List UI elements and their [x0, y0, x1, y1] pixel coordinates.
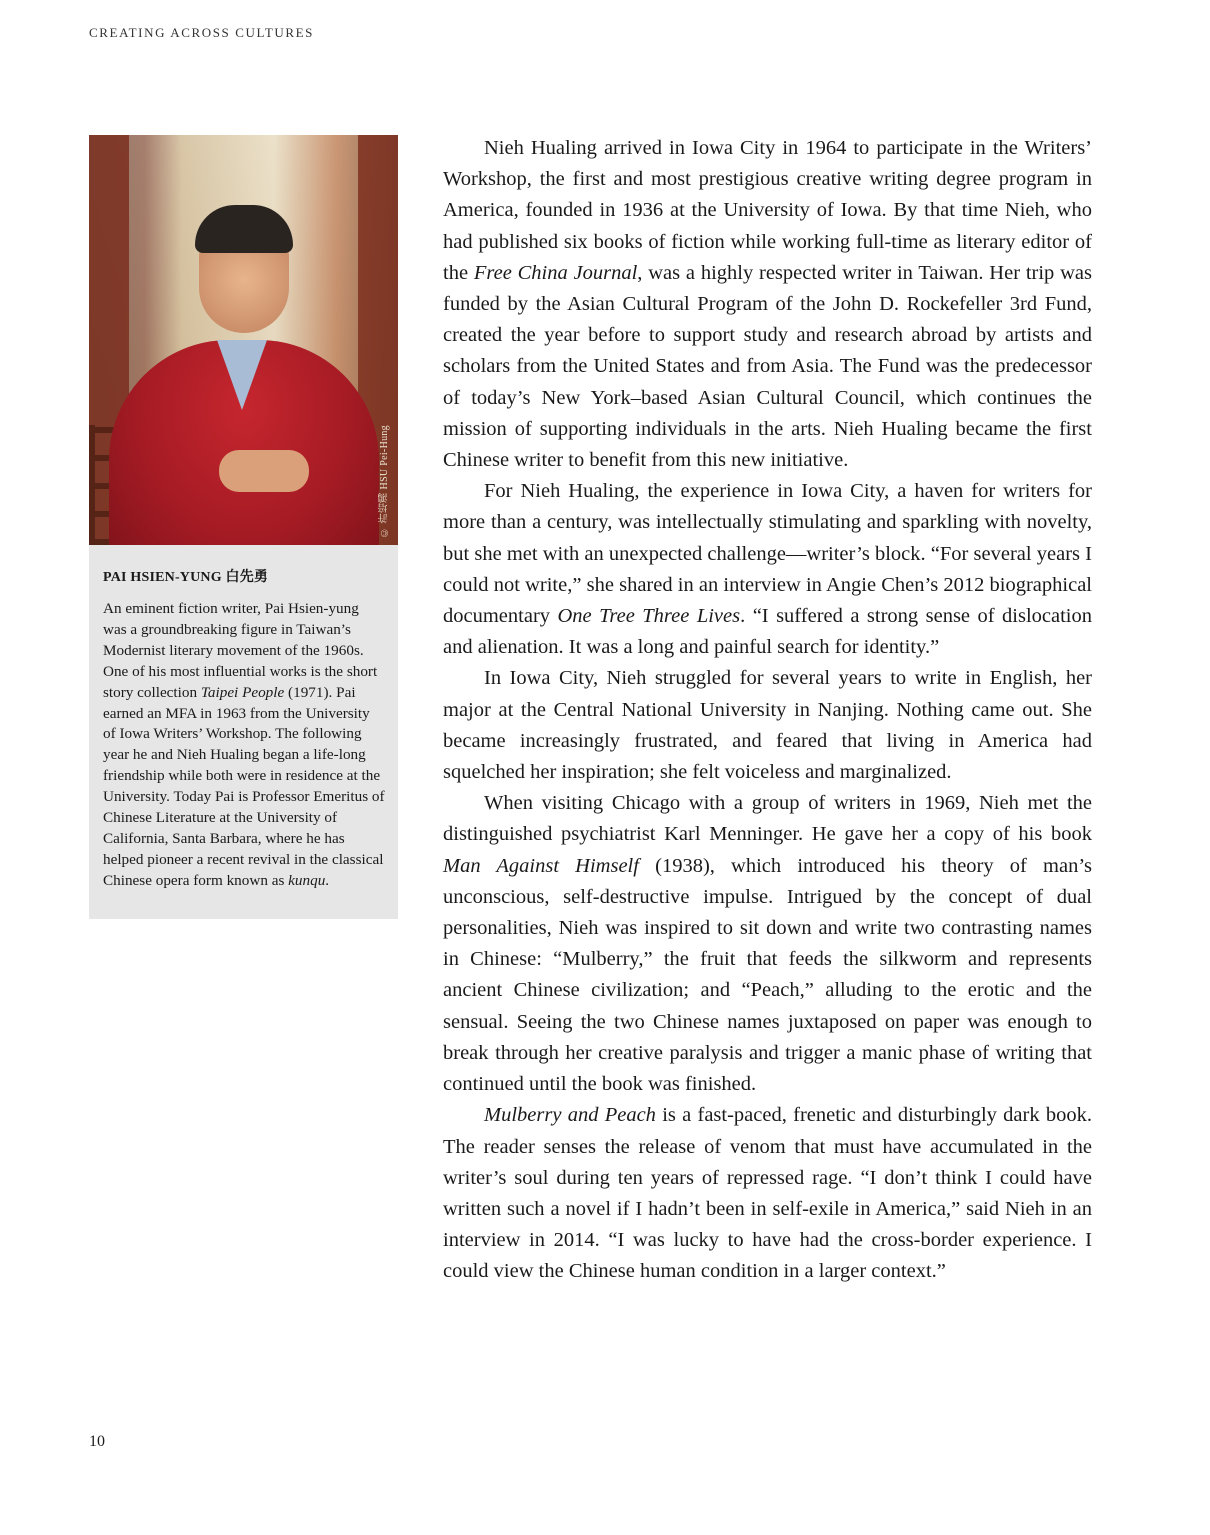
paragraph-text: . “I suffered a strong sense of dislocation and alienation. It was a long and painful search for identity.” [443, 605, 1093, 659]
paragraph-text: , was a highly respected writer in Taiwan. Her trip was funded by the Asian Cultural Program of the John D. Rockefeller 3rd Fund, created the year before to support study and research abroad by artists and scholars from the United States and from Asia. The Fund was the predecessor of today’s New York–based Asian Cultural Council, which continues the mission of supporting individuals in the arts. Nieh Hualing became the first Chinese writer to benefit from this new initiative. [443, 261, 1092, 472]
paragraph-1 [443, 133, 1092, 476]
caption-book-title: Taipei People [200, 683, 285, 701]
paragraph-text: (1938), which introduced his theory of man’s unconscious, self-destructive impulse. Intrigued by the concept of dual personalities, Nieh was inspired to sit down and write two contrasting names in Chinese: “Mulberry,” the fruit that feeds the silkworm and represents ancient Chinese civilization; and “Peach,” alluding to the erotic and the sensual. Seeing the two Chinese names juxtaposed on paper was enough to break through her creative paralysis and trigger a manic phase of writing that continued until the book was finished. [443, 854, 1092, 1096]
paragraph-text: is a fast-paced, frenetic and disturbingly dark book. The reader senses the release of venom that must have accumulated in the writer’s soul during ten years of repressed rage. “I don’t think I could have written such a novel if I hadn’t been in self-exile in America,” said Nieh in an interview in 2014. “I was lucky to have had the cross-border experience. I could view the Chinese human condition in a larger context.” [443, 1104, 1092, 1283]
novel-title: Mulberry and Peach [484, 1104, 656, 1127]
paragraph-text: For Nieh Hualing, the experience in Iowa City, a haven for writers for more than a century, was intellectually stimulating and sparkling with novelty, but she met with an unexpected challenge—writer’s block. “For several years I could not write,” she shared in an interview in Angie Chen’s 2012 biographical documentary [443, 480, 1092, 628]
paragraph-text: Nieh Hualing arrived in Iowa City in 1964 to participate in the Writers’ Workshop, the first and most prestigious creative writing degree program in America, founded in 1936 at the University of Iowa. By that time Nieh, who had published six books of fiction while working full-time as literary editor of the [443, 137, 1092, 284]
journal-title: Free China Journal [473, 261, 638, 284]
main-text [443, 133, 1092, 1288]
book-title: Man Against Himself [443, 854, 639, 877]
caption-term: kunqu [288, 871, 326, 889]
caption [89, 545, 398, 892]
caption-text: (1971). Pai earned an MFA in 1963 from the University of Iowa Writers’ Workshop. The following year he and Nieh Hualing began a life-long friendship while both were in residence at the University. Today Pai is Professor Emeritus of Chinese Literature at the University of California, Santa Barbara, where he has helped pioneer a recent revival in the classical Chinese opera form known as [103, 683, 385, 889]
caption-body [103, 599, 386, 892]
caption-text: . [325, 871, 330, 889]
paragraph-3: In Iowa City, Nieh struggled for several years to write in English, her major at the Central National University in Nanjing. Nothing came out. She became increasingly frustrated, and feared that living in America had squelched her inspiration; she felt voiceless and marginalized. [443, 667, 1092, 784]
caption-title: PAI HSIEN-YUNG 白先勇 [103, 570, 269, 585]
paragraph-5 [443, 1100, 1092, 1287]
documentary-title: One Tree Three Lives [557, 605, 741, 628]
photo-credit: © 許培鴻 HSU Pei-Hung [379, 424, 390, 537]
portrait-photo [89, 135, 398, 545]
paragraph-text: When visiting Chicago with a group of writers in 1969, Nieh met the distinguished psychiatrist Karl Menninger. He gave her a copy of his book [443, 792, 1092, 846]
caption-text: An eminent fiction writer, Pai Hsien-yung was a groundbreaking figure in Taiwan’s Modernist literary movement of the 1960s. One of his most influential works is the short story collection [103, 600, 378, 701]
paragraph-2 [443, 476, 1092, 663]
photo-hands [219, 450, 309, 492]
page-number: 10 [89, 1433, 105, 1450]
running-head: CREATING ACROSS CULTURES [89, 25, 315, 40]
paragraph-4 [443, 788, 1092, 1100]
sidebar-box [89, 135, 398, 919]
